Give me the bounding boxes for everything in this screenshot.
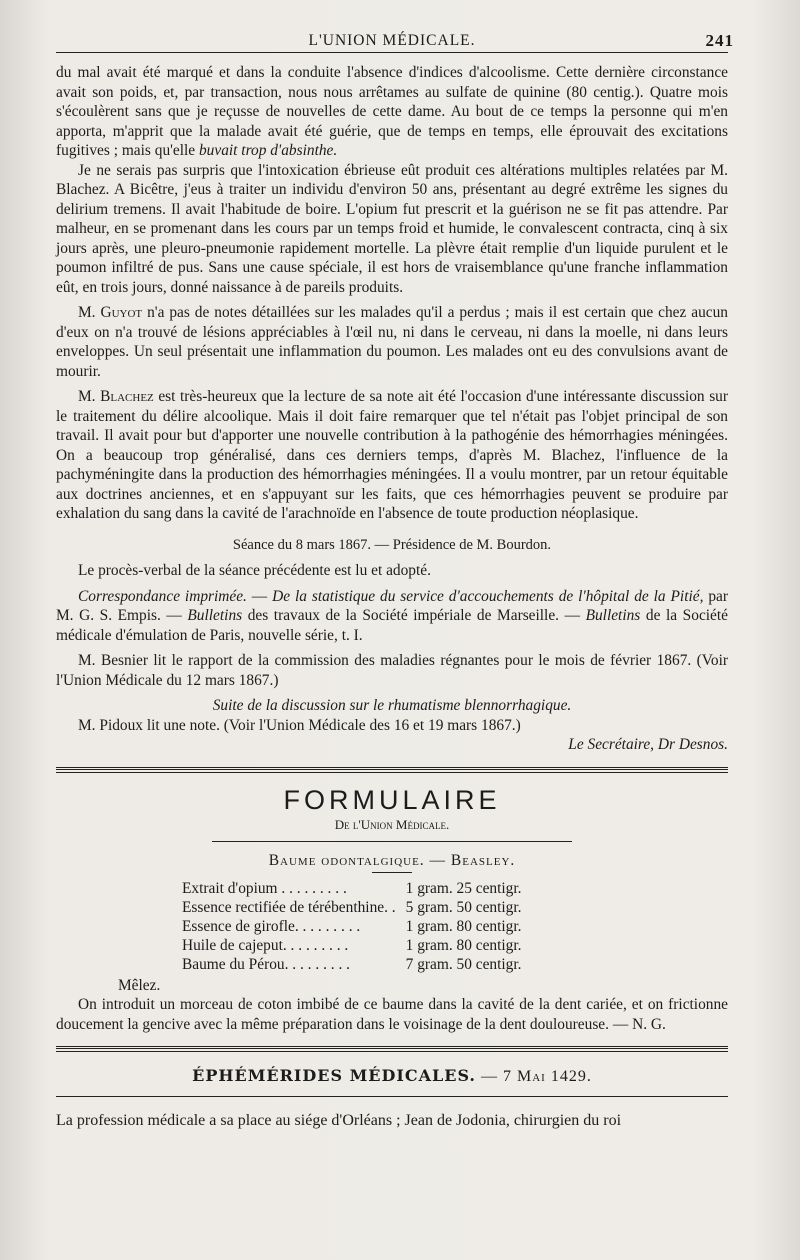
ingredient-quantity: 1 gram. 80 centigr. xyxy=(405,917,522,935)
seance-heading: Séance du 8 mars 1867. — Présidence de M. Bourdon. xyxy=(232,536,552,553)
ingredient-row xyxy=(182,955,521,974)
ephemerides-date: — 7 Mai 1429. xyxy=(476,1068,592,1085)
ingredient-row xyxy=(182,936,521,955)
paragraph xyxy=(56,387,728,524)
recipe-instructions: On introduit un morceau de coton imbibé de ce baume dans la cavité de la dent cariée, et on frictionne doucement la gencive avec la même préparation dans le voisinage de la dent douloureuse. — N. G. xyxy=(56,996,728,1033)
leader-dots: . . . . . . . . . xyxy=(277,879,347,897)
paragraph-text: du mal avait été marqué et dans la conduite l'absence d'indices d'alcoolisme. Cette dernière circonstance avait son poids, et, par transaction, nous nous arrêtames au sulfate de quinine (80 centig.). Quatre mois s'écoulèrent sans que je reçusse de nouvelles de cette dame. Au bout de ce temps la personne qui m'en apporta, m'apprit que la malade avait été guérie, que de temps en temps, elle éprouvait des excitations fugitives ; mais qu'elle xyxy=(56,64,728,159)
ingredient-row xyxy=(182,898,521,917)
speaker-name: M. Blachez xyxy=(78,388,154,405)
formulaire-title: FORMULAIRE xyxy=(283,784,501,815)
secretary-signature: Le Secrétaire, Dr Desnos. xyxy=(568,736,728,753)
journal-title: L'UNION MÉDICALE. xyxy=(308,32,476,49)
ingredient-name xyxy=(182,955,406,974)
divider xyxy=(56,1096,728,1097)
ingredient-label: Huile de cajeput xyxy=(182,936,283,954)
besnier-report: M. Besnier lit le rapport de la commission des maladies régnantes pour le mois de février 1867. (Voir l'Union Médicale du 12 mars 1867.) xyxy=(56,652,728,689)
ingredient-name xyxy=(182,879,406,898)
italic-phrase: Bulletins xyxy=(187,607,243,624)
divider xyxy=(212,841,572,842)
paragraph-text: — xyxy=(246,587,273,605)
section-divider xyxy=(56,767,728,773)
paragraph xyxy=(56,63,728,161)
proces-verbal: Le procès-verbal de la séance précédente est lu et adopté. xyxy=(78,562,431,579)
divider xyxy=(372,872,412,873)
paragraph-text: des travaux de la Société impériale de Marseille. — xyxy=(242,607,586,624)
speaker-name: M. Guyot xyxy=(78,304,143,321)
ingredient-quantity: 5 gram. 50 centigr. xyxy=(405,898,522,916)
ingredient-table xyxy=(182,879,521,974)
paragraph-text: de la Société médicale d'émulation de Paris, nouvelle série, t. I. xyxy=(56,607,728,644)
formulaire-subtitle: De l'Union Médicale. xyxy=(334,816,450,832)
correspondance xyxy=(56,587,728,646)
running-head xyxy=(56,22,734,53)
ingredient-label: Essence rectifiée de térébenthine xyxy=(182,898,385,916)
leader-dots: . . . . . . . . . xyxy=(282,936,349,954)
ingredient-name xyxy=(182,917,406,936)
paragraph-text: par M. G. S. Empis. — xyxy=(56,587,728,624)
ingredient-name xyxy=(182,898,406,917)
melez-instruction: Mêlez. xyxy=(118,976,161,994)
ingredient-quantity: 1 gram. 80 centigr. xyxy=(405,936,522,954)
italic-phrase: De la statistique du service d'accouchements de l'hôpital de la Pitié, xyxy=(272,587,704,605)
leader-dots: . . xyxy=(384,898,396,916)
pidoux-note: M. Pidoux lit une note. (Voir l'Union Médicale des 16 et 19 mars 1867.) xyxy=(78,716,521,734)
ingredient-label: Extrait d'opium xyxy=(182,879,278,897)
article-body xyxy=(56,63,728,755)
suite-discussion: Suite de la discussion sur le rhumatisme blennorrhagique. xyxy=(212,697,572,714)
ingredient-row xyxy=(182,879,521,898)
ephemerides-title: ÉPHÉMÉRIDES MÉDICALES. xyxy=(192,1066,476,1085)
ingredient-row xyxy=(182,917,521,936)
paragraph xyxy=(56,303,728,381)
ingredient-label: Essence de girofle xyxy=(182,917,295,935)
recipe-title: Baume odontalgique. — Beasley. xyxy=(268,851,516,869)
ephemerides-heading xyxy=(56,1066,728,1086)
leader-dots: . . . . . . . . . xyxy=(284,955,351,973)
ingredient-quantity: 1 gram. 25 centigr. xyxy=(405,879,522,897)
paragraph-text: n'a pas de notes détaillées sur les malades qu'il a perdus ; mais il est certain que chez aucun d'eux on n'a trouvé de lésions appréciables à l'œil nu, ni dans le cerveau, ni dans la moelle, ni dans leurs enveloppes. Un seul présentait une inflammation du poumon. Les malades ont eu des convulsions avant de mourir. xyxy=(56,304,729,380)
section-divider xyxy=(56,1046,728,1052)
italic-phrase: Bulletins xyxy=(585,607,641,624)
ingredient-name xyxy=(182,936,406,955)
paragraph-text: est très-heureux que la lecture de sa note ait été l'occasion d'une intéressante discussion sur le traitement du délire alcoolique. Mais il doit faire remarquer que tel n'était pas l'objet principal de son travail. Il avait pour but d'apporter une nouvelle contribution à la pathogénie des hémorrhagies méningées. On a beaucoup trop généralisé, dans ces derniers temps, d'après M. Blachez, l'influence de la pachyméningite dans la production des hémorrhagies méningées. Il a voulu montrer, par un retour équitable aux doctrines anciennes, et en s'appuyant sur les faits, que ces hémorrhagies peuvent se produire par exhalation du sang dans la cavité de l'arachnoïde en l'absence de toute production néoplasique. xyxy=(56,388,728,522)
italic-phrase: Correspondance imprimée. xyxy=(78,587,247,605)
ingredient-quantity: 7 gram. 50 centigr. xyxy=(405,955,522,973)
leader-dots: . . . . . . . . . xyxy=(294,917,361,935)
ephemerides-text: La profession médicale a sa place au siége d'Orléans ; Jean de Jodonia, chirurgien du roi xyxy=(56,1112,622,1129)
ingredient-label: Baume du Pérou xyxy=(182,955,285,973)
italic-phrase: buvait trop d'absinthe. xyxy=(198,142,338,159)
page-number: 241 xyxy=(705,31,734,50)
paragraph: Je ne serais pas surpris que l'intoxication ébrieuse eût produit ces altérations multiples relatées par M. Blachez. A Bicêtre, j'eus à traiter un individu d'environ 50 ans, présentant au degré extrême les signes du delirium tremens. Il avait l'habitude de boire. L'opium fut prescrit et la guérison ne se fit pas attendre. Par malheur, en se promenant dans les cours par un temps froid et humide, le convalescent contracta, cinq à six jours après, une pleuro-pneumonie rapidement mortelle. La plèvre était remplie d'un liquide purulent et le poumon infiltré de pus. Sans une cause spéciale, il est hors de vraisemblance qu'une franche inflammation eût, en trois jours, donné naissance à de pareils produits. xyxy=(56,161,728,296)
